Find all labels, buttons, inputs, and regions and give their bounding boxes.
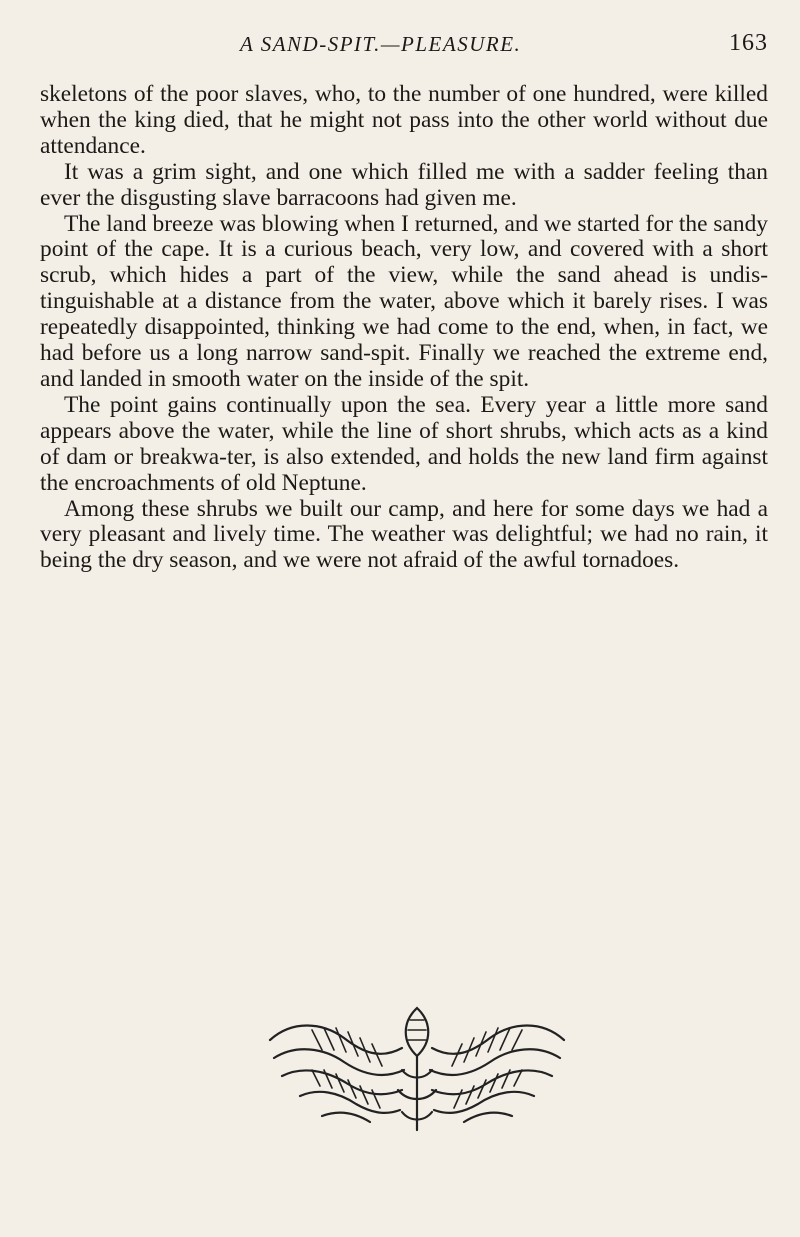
- paragraph-5: Among these shrubs we built our camp, and here for some days we had a very pleasant and lively time. The weather was delightful; we had no rain, it being the dry season, and we were not afraid of the awful tornadoes.: [40, 495, 768, 574]
- paragraph-3: The land breeze was blowing when I returned, and we started for the sandy point of the cape. It is a curious beach, very low, and covered with a short scrub, which hides a part of the view, while the sand ahead is undis-tinguishable at a distance from the water, above which it barely rises. I was repeatedly disappointed, thinking we had come to the end, when, in fact, we had before us a long narrow sand-spit. Finally we reached the extreme end, and landed in smooth water on the inside of the spit.: [40, 210, 768, 392]
- tailpiece-vignette-icon: [252, 1000, 582, 1140]
- book-page: [40, 0, 768, 1237]
- running-head: [40, 20, 768, 70]
- paragraph-2: It was a grim sight, and one which filled me with a sadder feeling than ever the disgusting slave barracoons had given me.: [40, 158, 768, 211]
- running-title: A SAND-SPIT.—PLEASURE.: [240, 32, 522, 56]
- paragraph-4: The point gains continually upon the sea. Every year a little more sand appears above the water, while the line of short shrubs, which acts as a kind of dam or breakwa-ter, is also extended, and holds the new land firm against the encroachments of old Neptune.: [40, 391, 768, 496]
- paragraph-1: skeletons of the poor slaves, who, to the number of one hundred, were killed when the king died, that he might not pass into the other world without due attendance.: [40, 81, 768, 159]
- page-number: 163: [729, 30, 768, 56]
- body-text: [40, 82, 768, 574]
